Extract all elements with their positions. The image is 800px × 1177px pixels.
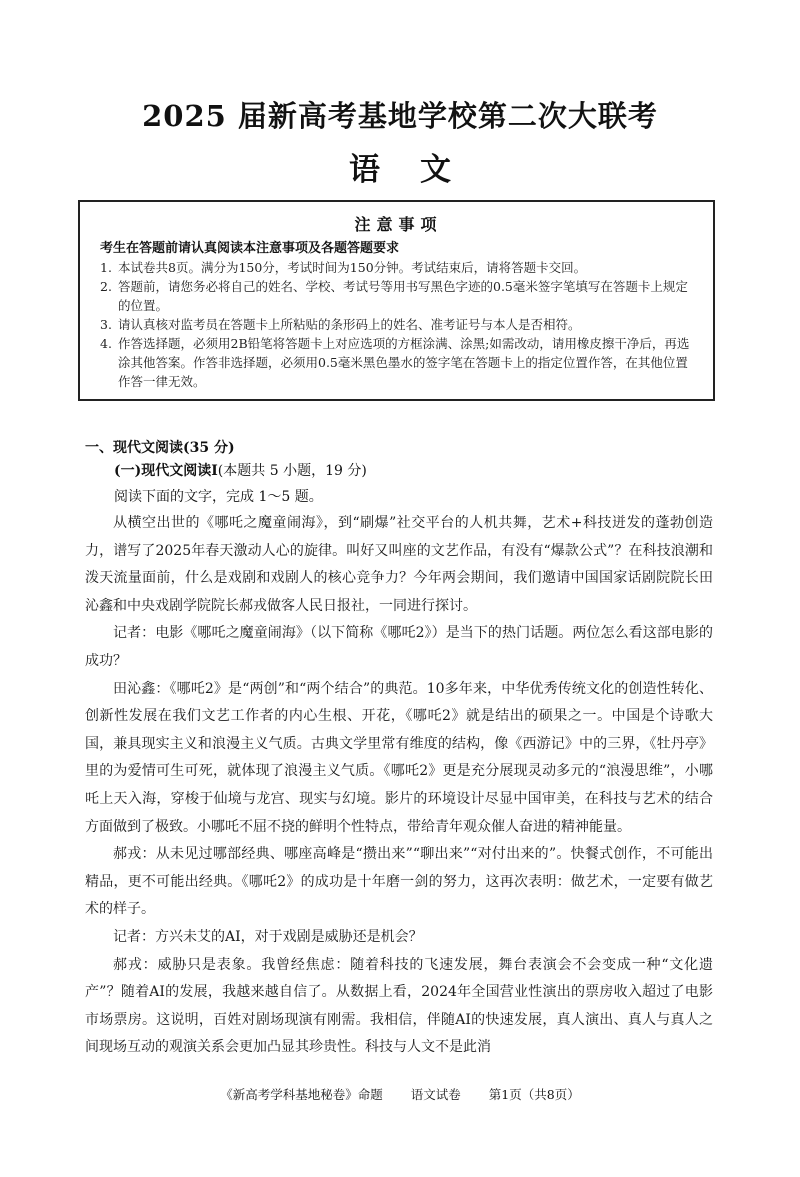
notice-heading: 注意事项 [354, 215, 443, 234]
notice-item-number: 3. [100, 317, 112, 332]
reading-instruction: 阅读下面的文字，完成 1～5 题。 [114, 489, 323, 505]
section-title: 一、现代文阅读(35 分) [85, 440, 235, 456]
passage-paragraph: 田沁鑫：《哪吒2》是“两创”和“两个结合”的典范。10多年来，中华优秀传统文化的创造性转化、创新性发展在我们文艺工作者的内心生根、开花，《哪吒2》就是结出的硕果之一。中国是个诗歌大国，兼具现实主义和浪漫主义气质。古典文学里常有维度的结构，像《西游记》中的三界，《牡丹亭》里的为爱情可生可死，就体现了浪漫主义气质。《哪吒2》更是充分展现灵动多元的“浪漫思维”，小哪吒上天入海，穿梭于仙境与龙宫、现实与幻境。影片的环境设计尽显中国审美，在科技与艺术的结合方面做到了极致。小哪吒不屈不挠的鲜明个性特点，带给青年观众催人奋进的精神能量。 [85, 680, 713, 835]
notice-box [78, 200, 715, 401]
notice-list [100, 258, 697, 391]
notice-item [100, 258, 697, 277]
subject-title: 语文 [349, 152, 491, 188]
subsection-title [114, 460, 367, 480]
notice-item-number: 2. [100, 279, 112, 294]
notice-item-text: 本试卷共8页。满分为150分，考试时间为150分钟。考试结束后，请将答题卡交回。 [118, 260, 587, 275]
notice-item-number: 4. [100, 336, 112, 351]
page-footer [0, 1085, 800, 1103]
passage-paragraph: 从横空出世的《哪吒之魔童闹海》，到“刷爆”社交平台的人机共舞，艺术+科技迸发的蓬勃创造力，谱写了2025年春天激动人心的旋律。叫好又叫座的文艺作品，有没有“爆款公式”？在科技浪潮和泼天流量面前，什么是戏剧和戏剧人的核心竞争力？今年两会期间，我们邀请中国国家话剧院院长田沁鑫和中央戏剧学院院长郝戎做客人民日报社，一同进行探讨。 [85, 515, 713, 614]
passage-paragraph: 郝戎：威胁只是表象。我曾经焦虑：随着科技的飞速发展，舞台表演会不会变成一种“文化遗产”？随着AI的发展，我越来越自信了。从数据上看，2024年全国营业性演出的票房收入超过了电影市场票房。这说明，百姓对剧场现演有刚需。我相信，伴随AI的快速发展，真人演出、真人与真人之间现场互动的观演关系会更加凸显其珍贵性。科技与人文不是此消 [85, 956, 713, 1056]
footer-page-number: 第1页（共8页） [488, 1087, 580, 1102]
passage-paragraph: 记者：电影《哪吒之魔童闹海》（以下简称《哪吒2》）是当下的热门话题。两位怎么看这部电影的成功？ [85, 625, 713, 669]
subsection-label: (一)现代文阅读Ⅰ [114, 463, 218, 479]
passage-paragraph: 郝戎：从未见过哪部经典、哪座高峰是“攒出来”“聊出来”“对付出来的”。快餐式创作，不可能出精品，更不可能出经典。《哪吒2》的成功是十年磨一剑的努力，这再次表明：做艺术，一定要有做艺术的样子。 [85, 846, 713, 918]
subsection-info: (本题共 5 小题，19 分) [217, 463, 367, 479]
notice-item-text: 答题前，请您务必将自己的姓名、学校、考试号等用书写黑色字迹的0.5毫米签字笔填写在答题卡上规定的位置。 [118, 279, 688, 313]
notice-item [100, 334, 697, 391]
notice-item-text: 请认真核对监考员在答题卡上所粘贴的条形码上的姓名、准考证号与本人是否相符。 [118, 317, 581, 332]
notice-item-number: 1. [100, 260, 112, 275]
notice-item [100, 315, 697, 334]
notice-lead: 考生在答题前请认真阅读本注意事项及各题答题要求 [100, 241, 400, 256]
exam-title: 2025 届新高考基地学校第二次大联考 [142, 99, 658, 133]
footer-source: 《新高考学科基地秘卷》命题 [220, 1087, 383, 1102]
notice-item [100, 277, 697, 315]
footer-paper: 语文试卷 [410, 1087, 461, 1102]
passage [85, 510, 713, 1062]
notice-item-text: 作答选择题，必须用2B铅笔将答题卡上对应选项的方框涂满、涂黑;如需改动，请用橡皮擦干净后，再选涂其他答案。作答非选择题，必须用0.5毫米黑色墨水的签字笔在答题卡上的指定位置作答，在其他位置作答一律无效。 [118, 336, 690, 389]
passage-paragraph: 记者：方兴未艾的AI，对于戏剧是威胁还是机会？ [113, 928, 423, 945]
